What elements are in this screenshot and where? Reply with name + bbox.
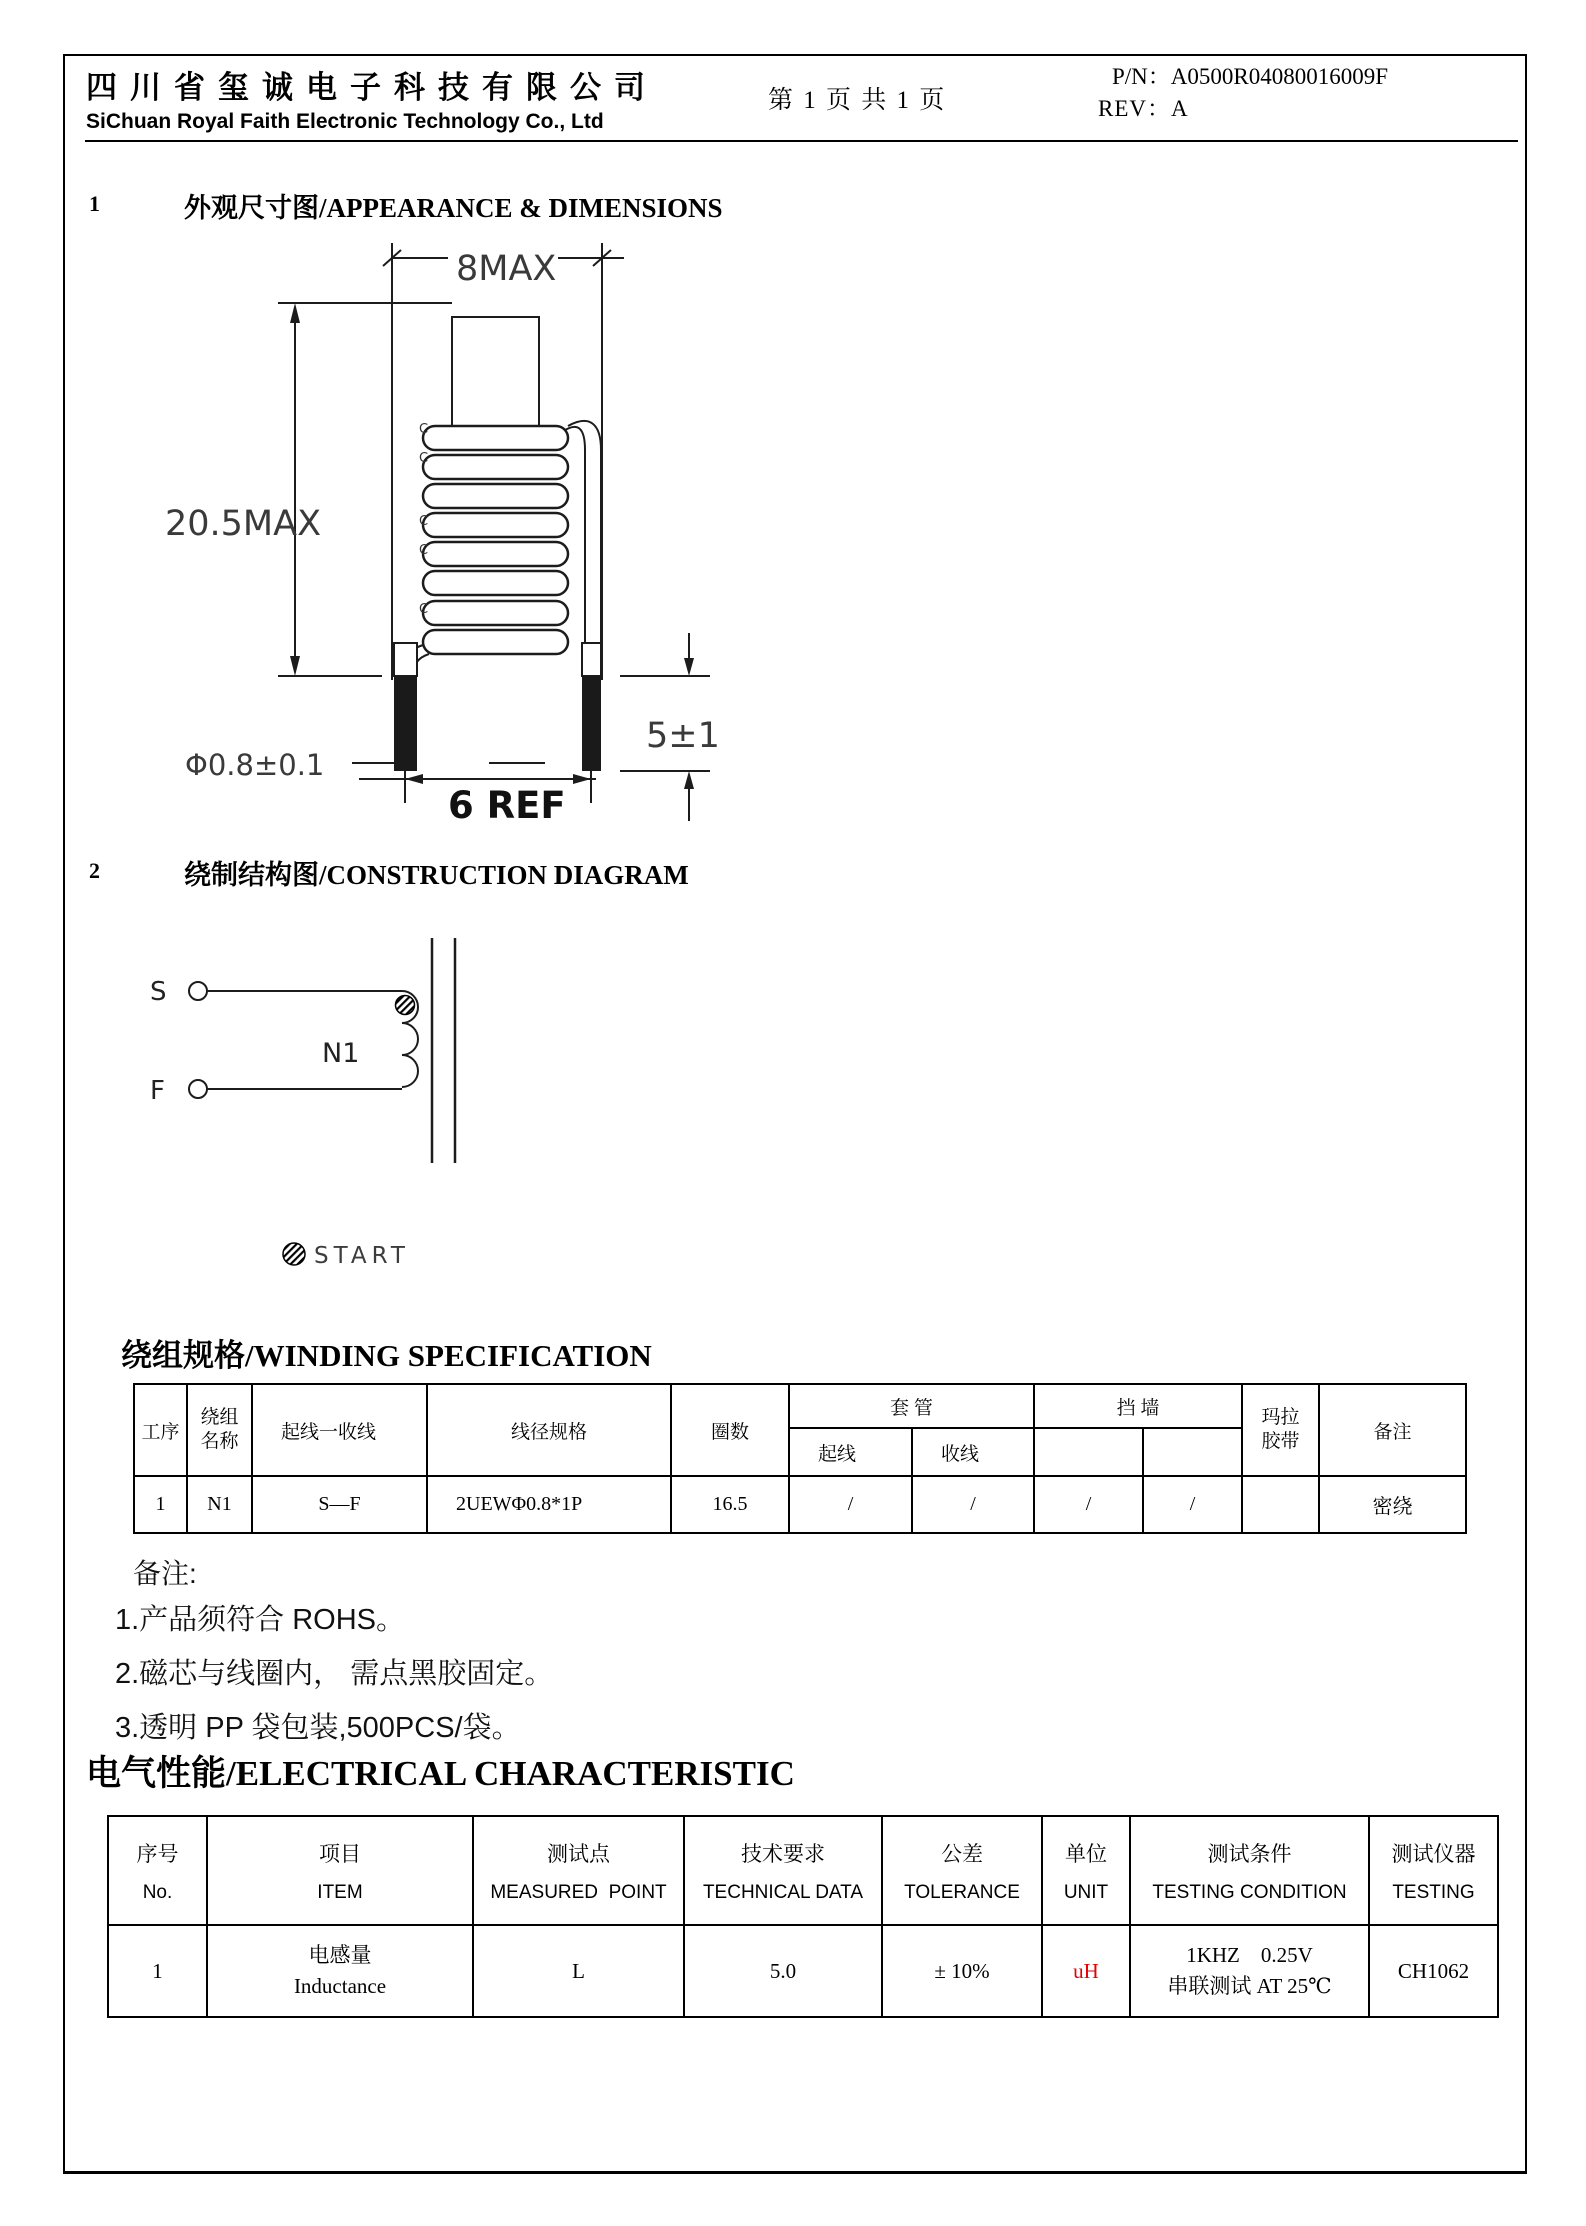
- col-technical-data-en: TECHNICAL DATA: [702, 1881, 864, 1903]
- col-no-en: No.: [142, 1881, 173, 1903]
- finish-terminal-node: [189, 1080, 207, 1098]
- note-item-3: 3.透明 PP 袋包装,500PCS/袋。: [115, 1712, 521, 1744]
- width-dim-label: 8MAX: [456, 249, 557, 289]
- company-name-cn: 四川省玺诚电子科技有限公司: [86, 70, 658, 105]
- cell-process: 1: [134, 1476, 187, 1533]
- coil-wire-mark: C: [419, 602, 429, 617]
- cell-barrier-2: /: [1143, 1476, 1242, 1533]
- cell-no: 1: [108, 1925, 207, 2017]
- start-legend-dot: [283, 1243, 305, 1265]
- col-sleeve-finish: 收线: [912, 1428, 1034, 1476]
- coil-wire-mark: C: [419, 543, 429, 558]
- lead-length-dim-label: 5±1: [646, 716, 720, 756]
- cell-sleeve-finish: /: [912, 1476, 1034, 1533]
- winding-row: [134, 1476, 1466, 1533]
- col-measured-point-cn: 测试点: [547, 1842, 610, 1866]
- cell-sleeve-start: /: [789, 1476, 912, 1533]
- cell-item-en: Inductance: [293, 1974, 387, 1998]
- col-winding-name: [187, 1384, 252, 1476]
- company-name-en: SiChuan Royal Faith Electronic Technology Co., Ltd: [86, 110, 604, 133]
- col-testing-condition-cn: 测试条件: [1207, 1842, 1292, 1866]
- cell-remark: 密绕: [1319, 1476, 1466, 1533]
- start-dot: [396, 996, 415, 1015]
- col-wire-spec: 线径规格: [427, 1384, 671, 1476]
- col-measured-point-en: MEASURED POINT: [490, 1881, 667, 1903]
- cell-start-finish: S—F: [252, 1476, 427, 1533]
- construction-diagram: [100, 930, 520, 1290]
- note-item-1: 1.产品须符合 ROHS。: [115, 1604, 406, 1636]
- col-testing-condition: [1130, 1816, 1369, 1925]
- winding-spec-table: [133, 1383, 1467, 1534]
- col-measured-point: [473, 1816, 684, 1925]
- col-mylar-tape-l2: 胶带: [1261, 1431, 1300, 1452]
- col-mylar-tape: [1242, 1384, 1319, 1476]
- cell-barrier-1: /: [1034, 1476, 1143, 1533]
- col-turns: 圈数: [671, 1384, 789, 1476]
- electrical-title: 电气性能/ELECTRICAL CHARACTERISTIC: [86, 1754, 795, 1793]
- col-barrier-group: 挡 墙: [1034, 1384, 1242, 1428]
- section1-title: 外观尺寸图/APPEARANCE & DIMENSIONS: [184, 193, 723, 223]
- leg-right-tinned: [582, 676, 601, 771]
- col-mylar-tape-l1: 玛拉: [1261, 1407, 1300, 1429]
- col-barrier-1: [1034, 1428, 1143, 1476]
- cell-measured-point: L: [473, 1925, 684, 2017]
- rev-label: REV：: [1098, 96, 1171, 121]
- leg-left-bare: [394, 643, 417, 676]
- cell-winding-name: N1: [187, 1476, 252, 1533]
- coil-loops: [423, 426, 568, 654]
- col-testing-instrument-cn: 测试仪器: [1391, 1842, 1476, 1866]
- col-tolerance: [882, 1816, 1042, 1925]
- col-unit-en: UNIT: [1063, 1881, 1109, 1903]
- section2-title: 绕制结构图/CONSTRUCTION DIAGRAM: [184, 860, 689, 890]
- start-terminal-node: [189, 982, 207, 1000]
- col-technical-data-cn: 技术要求: [741, 1842, 825, 1866]
- appearance-drawing: [130, 235, 730, 847]
- height-dim-label: 20.5MAX: [165, 504, 322, 544]
- start-legend-label: START: [314, 1243, 410, 1269]
- electrical-table: [107, 1815, 1499, 2018]
- section2-number: 2: [89, 858, 100, 883]
- cell-item-cn: 电感量: [308, 1943, 372, 1967]
- coil-wire-mark: C: [419, 451, 429, 466]
- leg-left-tinned: [394, 676, 417, 771]
- col-item: [207, 1816, 473, 1925]
- col-item-cn: 项目: [319, 1842, 361, 1866]
- finish-terminal-label: F: [150, 1076, 165, 1106]
- header-divider: [85, 140, 1518, 142]
- col-testing-instrument: [1369, 1816, 1498, 1925]
- notes-title: 备注:: [133, 1558, 197, 1589]
- col-tolerance-en: TOLERANCE: [904, 1881, 1020, 1903]
- col-process: 工序: [134, 1384, 187, 1476]
- col-winding-name-l1: 绕组: [200, 1407, 239, 1429]
- col-winding-name-l2: 名称: [200, 1431, 239, 1452]
- cell-mylar-tape: [1242, 1476, 1319, 1533]
- cell-item: [207, 1925, 473, 2017]
- cell-technical-data: 5.0: [684, 1925, 882, 2017]
- coil-wire-mark: C: [419, 514, 429, 529]
- col-no-cn: 序号: [136, 1842, 179, 1866]
- start-terminal-label: S: [150, 977, 167, 1007]
- revision: [1098, 90, 1189, 123]
- cell-testing-instrument: CH1062: [1369, 1925, 1498, 2017]
- note-item-2: 2.磁芯与线圈内， 需点黑胶固定。: [115, 1658, 554, 1690]
- core-lines: [432, 938, 455, 1163]
- col-unit: [1042, 1816, 1130, 1925]
- coil-wire-mark: C: [419, 422, 429, 437]
- col-testing-condition-en: TESTING CONDITION: [1152, 1881, 1347, 1903]
- col-sleeve-group: 套 管: [789, 1384, 1034, 1428]
- col-barrier-2: [1143, 1428, 1242, 1476]
- col-testing-instrument-en: TESTING: [1392, 1881, 1475, 1903]
- col-item-en: ITEM: [317, 1881, 363, 1903]
- leg-right-bare: [582, 643, 601, 676]
- cell-tolerance: ± 10%: [882, 1925, 1042, 2017]
- cell-wire-spec: 2UEWΦ0.8*1P: [427, 1476, 671, 1533]
- winding-n1-label: N1: [322, 1038, 360, 1069]
- pn-label: P/N：: [1112, 64, 1171, 89]
- cell-condition-l2: 串联测试 AT 25℃: [1167, 1974, 1332, 1998]
- col-sleeve-start: 起线: [789, 1428, 912, 1476]
- part-number: [1112, 58, 1388, 91]
- col-start-finish: 起线一收线: [252, 1384, 427, 1476]
- wire-diameter-label: Φ0.8±0.1: [185, 748, 325, 782]
- col-technical-data: [684, 1816, 882, 1925]
- rev-value: A: [1171, 96, 1189, 121]
- core-stub: [452, 317, 539, 426]
- col-remark: 备注: [1319, 1384, 1466, 1476]
- col-tolerance-cn: 公差: [941, 1842, 983, 1866]
- electrical-row: [108, 1925, 1498, 2017]
- cell-condition-l1: 1KHZ 0.25V: [1186, 1942, 1313, 1967]
- cell-testing-condition: [1130, 1925, 1369, 2017]
- col-unit-cn: 单位: [1065, 1842, 1107, 1866]
- page-number: 第 1 页 共 1 页: [768, 87, 947, 114]
- col-no: [108, 1816, 207, 1925]
- lead-pitch-label: 6 REF: [448, 784, 566, 827]
- cell-turns: 16.5: [671, 1476, 789, 1533]
- cell-unit: uH: [1042, 1925, 1130, 2017]
- winding-spec-title: 绕组规格/WINDING SPECIFICATION: [121, 1338, 652, 1373]
- pn-value: A0500R04080016009F: [1170, 64, 1389, 89]
- section1-number: 1: [89, 191, 100, 216]
